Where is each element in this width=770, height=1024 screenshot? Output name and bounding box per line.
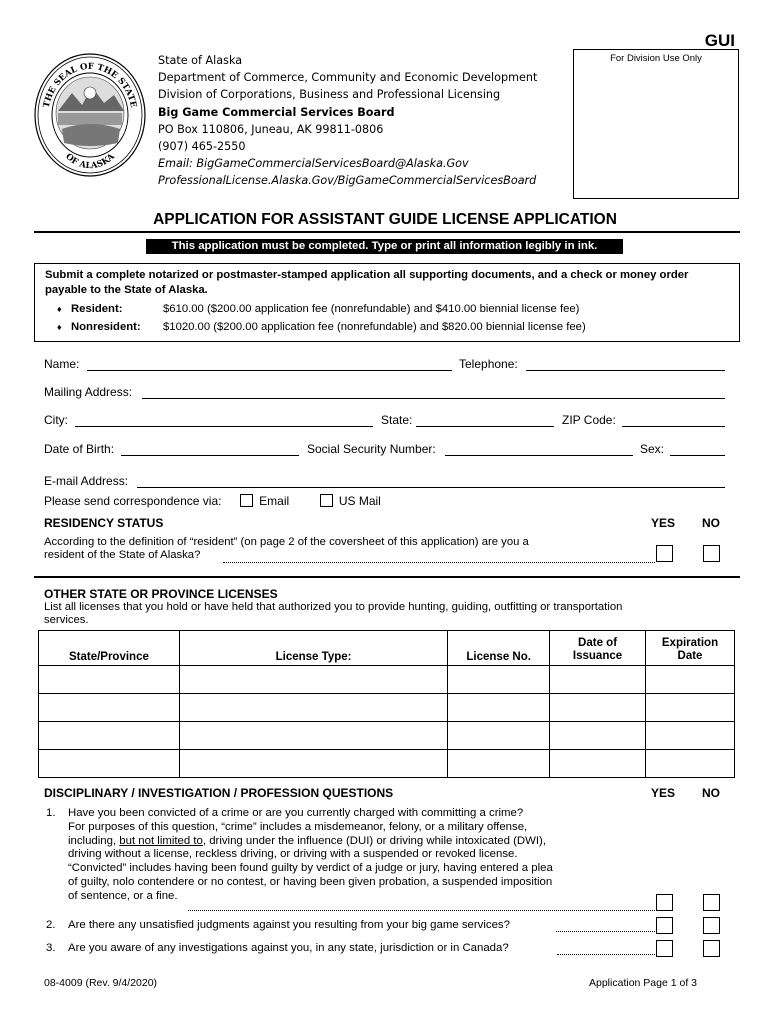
question-1-no-checkbox[interactable] — [703, 894, 720, 911]
licenses-intro-line2: services. — [44, 614, 89, 626]
table-cell[interactable] — [179, 750, 447, 778]
telephone-input[interactable] — [526, 370, 725, 371]
zip-label: ZIP Code: — [562, 413, 616, 427]
licenses-heading: OTHER STATE OR PROVINCE LICENSES — [44, 587, 278, 601]
question-3-leader — [557, 954, 655, 955]
table-cell[interactable] — [448, 694, 550, 722]
table-row — [39, 722, 735, 750]
agency-division: Division of Corporations, Business and Professional Licensing — [158, 88, 501, 102]
question-1-yes-checkbox[interactable] — [656, 894, 673, 911]
table-cell[interactable] — [550, 750, 646, 778]
table-cell[interactable] — [646, 722, 735, 750]
agency-phone: (907) 465-2550 — [158, 140, 246, 154]
table-row — [39, 694, 735, 722]
table-cell[interactable] — [179, 722, 447, 750]
page-title: APPLICATION FOR ASSISTANT GUIDE LICENSE APPLICATION — [153, 211, 617, 228]
division-use-label: For Division Use Only — [610, 53, 702, 64]
table-cell[interactable] — [39, 694, 180, 722]
mailing-label: Mailing Address: — [44, 385, 133, 399]
agency-website: ProfessionalLicense.Alaska.Gov/BigGameCommercialServicesBoard — [158, 174, 537, 188]
us-mail-checkbox[interactable] — [320, 494, 333, 507]
table-row — [39, 666, 735, 694]
question-2 — [46, 919, 510, 933]
city-input[interactable] — [75, 426, 373, 427]
mailing-input[interactable] — [142, 398, 725, 399]
question-1-leader — [188, 910, 655, 911]
agency-email: Email: BigGameCommercialServicesBoard@Alaska.Gov — [158, 157, 469, 171]
title-rule — [34, 231, 740, 233]
instruction-banner: This application must be completed. Type or print all information legibly in ink. — [146, 239, 623, 254]
city-label: City: — [44, 413, 68, 427]
table-cell[interactable] — [550, 694, 646, 722]
question-1-line: of guilty, nolo contendere or no contest, or having been given probation, a suspended imposition — [68, 875, 553, 888]
email-checkbox[interactable] — [240, 494, 253, 507]
email-option-label: Email — [259, 494, 290, 508]
disciplinary-heading: DISCIPLINARY / INVESTIGATION / PROFESSION QUESTIONS — [44, 786, 394, 800]
bullet-icon: ♦ — [57, 304, 62, 314]
email-input[interactable] — [137, 487, 725, 488]
resident-label: Resident: — [71, 303, 123, 315]
agency-address: PO Box 110806, Juneau, AK 99811-0806 — [158, 122, 384, 136]
table-cell[interactable] — [39, 666, 180, 694]
table-cell[interactable] — [179, 666, 447, 694]
nonresident-label: Nonresident: — [71, 321, 141, 333]
table-cell[interactable] — [448, 750, 550, 778]
question-1-line — [68, 835, 553, 849]
table-cell[interactable] — [646, 694, 735, 722]
question-2-number: 2. — [46, 919, 56, 931]
agency-block — [158, 52, 537, 190]
submission-heading: Submit a complete notarized or postmaster-stamped application all supporting documents, and a check or money order payable to the State of Alaska. — [45, 269, 689, 296]
question-1-text: , driving under the influence (DUI) or driving while intoxicated (DWI), — [202, 834, 546, 847]
agency-state: State of Alaska — [158, 54, 243, 67]
residency-leader — [223, 562, 655, 563]
correspondence-row — [44, 494, 381, 508]
ssn-input[interactable] — [445, 455, 633, 456]
table-cell[interactable] — [646, 750, 735, 778]
dob-input[interactable] — [121, 455, 299, 456]
licenses-intro-line1: List all licenses that you hold or have held that authorized you to provide hunting, guiding, outfitting or transportation — [44, 601, 623, 613]
sex-input[interactable] — [670, 455, 725, 456]
residency-no-header: NO — [702, 516, 720, 530]
question-1-line: of sentence, or a fine. — [68, 889, 178, 902]
zip-input[interactable] — [622, 426, 725, 427]
email-label: E-mail Address: — [44, 474, 129, 488]
residency-yes-header: YES — [651, 516, 676, 530]
col-expiration-date: Expiration Date — [646, 631, 735, 666]
state-label: State: — [381, 413, 413, 427]
table-cell[interactable] — [448, 666, 550, 694]
resident-fee-row — [57, 300, 579, 318]
section-rule — [34, 576, 740, 578]
page-number: Application Page 1 of 3 — [589, 977, 697, 989]
telephone-label: Telephone: — [459, 357, 518, 371]
question-3-yes-checkbox[interactable] — [656, 940, 673, 957]
agency-board: Big Game Commercial Services Board — [158, 105, 395, 119]
state-input[interactable] — [416, 426, 554, 427]
question-2-text: Are there any unsatisfied judgments against you resulting from your big game services? — [68, 919, 510, 931]
agency-department: Department of Commerce, Community and Economic Development — [158, 71, 538, 85]
ssn-label: Social Security Number: — [307, 442, 436, 456]
submission-instructions — [34, 263, 740, 342]
col-date-of-issuance: Date of Issuance — [550, 631, 646, 666]
residency-no-checkbox[interactable] — [703, 545, 720, 562]
nonresident-fee: $1020.00 ($200.00 application fee (nonrefundable) and $820.00 biennial license fee) — [163, 321, 586, 333]
question-1-text: including, — [68, 834, 120, 847]
residency-question-line2: resident of the State of Alaska? — [44, 549, 201, 561]
seal-bottom-text: OF ALASKA — [63, 151, 117, 172]
residency-question-line1: According to the definition of “resident” (on page 2 of the coversheet of this application) are you a — [44, 536, 529, 548]
correspondence-label: Please send correspondence via: — [44, 494, 222, 508]
question-3-text: Are you aware of any investigations against you, in any state, jurisdiction or in Canada? — [68, 942, 509, 954]
form-code: GUI — [704, 31, 735, 50]
col-state-province: State/Province — [39, 631, 180, 666]
table-cell[interactable] — [448, 722, 550, 750]
question-2-yes-checkbox[interactable] — [656, 917, 673, 934]
disciplinary-no-header: NO — [702, 786, 720, 800]
question-1-line: “Convicted” includes having been found guilty by verdict of a judge or jury, having entered a plea — [68, 862, 553, 875]
dob-label: Date of Birth: — [44, 442, 115, 456]
table-cell[interactable] — [646, 666, 735, 694]
question-1-underlined: but not limited to — [119, 834, 203, 847]
residency-question — [44, 536, 529, 562]
question-2-no-checkbox[interactable] — [703, 917, 720, 934]
question-1-line: For purposes of this question, “crime” includes a misdemeanor, felony, or a military offense, — [68, 820, 528, 833]
col-license-no: License No. — [448, 631, 550, 666]
form-number: 08-4009 (Rev. 9/4/2020) — [44, 977, 158, 989]
us-mail-option-label: US Mail — [338, 494, 381, 508]
question-3-no-checkbox[interactable] — [703, 940, 720, 957]
nonresident-fee-row — [57, 318, 586, 336]
question-3 — [46, 942, 509, 956]
name-label: Name: — [44, 357, 80, 371]
licenses-table — [38, 630, 735, 778]
resident-fee: $610.00 ($200.00 application fee (nonrefundable) and $410.00 biennial license fee) — [163, 303, 580, 315]
licenses-intro — [44, 601, 622, 627]
table-header-row — [39, 631, 735, 666]
table-row — [39, 750, 735, 778]
disciplinary-yes-header: YES — [651, 786, 676, 800]
seal-top-text: THE SEAL OF THE STATE — [41, 61, 139, 109]
sex-label: Sex: — [640, 442, 665, 456]
name-input[interactable] — [87, 370, 452, 371]
division-use-box — [573, 49, 739, 199]
question-2-leader — [556, 931, 655, 932]
question-1-line: Have you been convicted of a crime or are you currently charged with committing a crime? — [68, 807, 524, 819]
state-seal-logo — [34, 53, 146, 177]
question-1-line: driving without a license, reckless driving, or driving with a suspended or revoked license. — [68, 848, 518, 861]
bullet-icon: ♦ — [57, 322, 62, 332]
col-license-type: License Type: — [179, 631, 447, 666]
table-cell[interactable] — [39, 750, 180, 778]
table-cell[interactable] — [39, 722, 180, 750]
residency-yes-checkbox[interactable] — [656, 545, 673, 562]
residency-heading: RESIDENCY STATUS — [44, 516, 164, 530]
table-cell[interactable] — [179, 694, 447, 722]
table-cell[interactable] — [550, 666, 646, 694]
question-1-number: 1. — [46, 807, 56, 819]
question-3-number: 3. — [46, 942, 56, 954]
question-1 — [46, 807, 553, 904]
table-cell[interactable] — [550, 722, 646, 750]
